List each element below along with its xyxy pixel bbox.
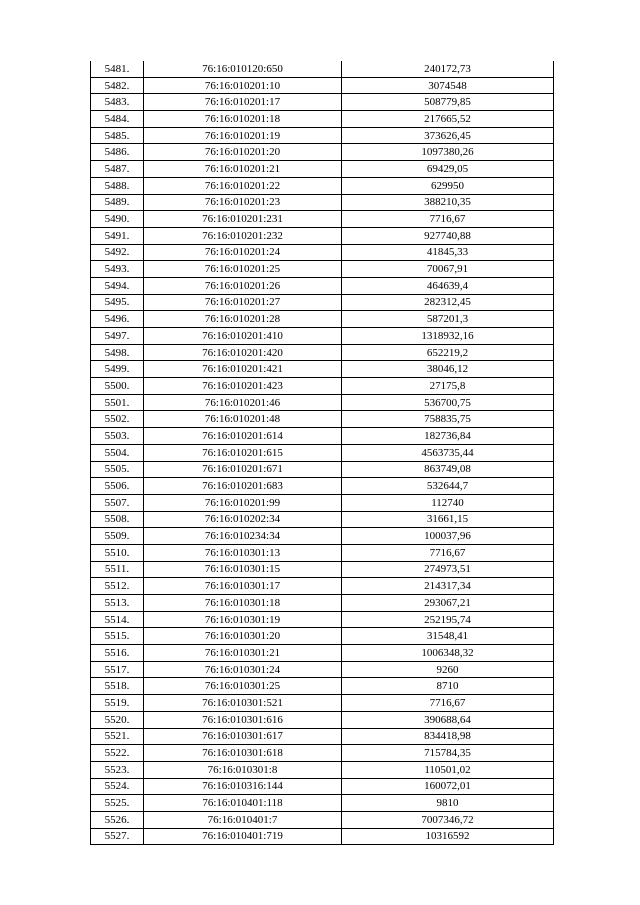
table-row xyxy=(91,478,554,495)
cadastral-number-cell: 76:16:010401:7 xyxy=(144,811,342,828)
cadastral-number-cell: 76:16:010201:683 xyxy=(144,478,342,495)
value-cell: 182736,84 xyxy=(342,428,554,445)
table-row xyxy=(91,428,554,445)
table-row xyxy=(91,361,554,378)
cadastral-number-cell: 76:16:010401:719 xyxy=(144,828,342,845)
table-row xyxy=(91,378,554,395)
cadastral-number-cell: 76:16:010301:616 xyxy=(144,711,342,728)
table-row xyxy=(91,828,554,845)
value-cell: 240172,73 xyxy=(342,61,554,77)
value-cell: 10316592 xyxy=(342,828,554,845)
row-number-cell: 5488. xyxy=(91,177,144,194)
value-cell: 293067,21 xyxy=(342,595,554,612)
value-cell: 31548,41 xyxy=(342,628,554,645)
table-row xyxy=(91,645,554,662)
table-row xyxy=(91,194,554,211)
table-body xyxy=(91,61,554,845)
value-cell: 70067,91 xyxy=(342,261,554,278)
table-row xyxy=(91,211,554,228)
value-cell: 390688,64 xyxy=(342,711,554,728)
cadastral-number-cell: 76:16:010201:25 xyxy=(144,261,342,278)
row-number-cell: 5484. xyxy=(91,111,144,128)
cadastral-number-cell: 76:16:010301:617 xyxy=(144,728,342,745)
cadastral-number-cell: 76:16:010201:22 xyxy=(144,177,342,194)
cadastral-number-cell: 76:16:010201:614 xyxy=(144,428,342,445)
row-number-cell: 5482. xyxy=(91,77,144,94)
value-cell: 31661,15 xyxy=(342,511,554,528)
value-cell: 652219,2 xyxy=(342,344,554,361)
row-number-cell: 5504. xyxy=(91,444,144,461)
cadastral-number-cell: 76:16:010201:615 xyxy=(144,444,342,461)
cadastral-number-cell: 76:16:010201:420 xyxy=(144,344,342,361)
table-row xyxy=(91,611,554,628)
value-cell: 7716,67 xyxy=(342,544,554,561)
row-number-cell: 5514. xyxy=(91,611,144,628)
table-row xyxy=(91,544,554,561)
cadastral-number-cell: 76:16:010201:20 xyxy=(144,144,342,161)
value-cell: 834418,98 xyxy=(342,728,554,745)
table-row xyxy=(91,494,554,511)
row-number-cell: 5499. xyxy=(91,361,144,378)
value-cell: 9810 xyxy=(342,795,554,812)
row-number-cell: 5495. xyxy=(91,294,144,311)
cadastral-number-cell: 76:16:010201:23 xyxy=(144,194,342,211)
row-number-cell: 5507. xyxy=(91,494,144,511)
table-row xyxy=(91,561,554,578)
row-number-cell: 5527. xyxy=(91,828,144,845)
row-number-cell: 5496. xyxy=(91,311,144,328)
row-number-cell: 5523. xyxy=(91,761,144,778)
cadastral-number-cell: 76:16:010301:8 xyxy=(144,761,342,778)
value-cell: 536700,75 xyxy=(342,394,554,411)
value-cell: 863749,08 xyxy=(342,461,554,478)
cadastral-number-cell: 76:16:010201:18 xyxy=(144,111,342,128)
row-number-cell: 5494. xyxy=(91,277,144,294)
row-number-cell: 5525. xyxy=(91,795,144,812)
value-cell: 7007346,72 xyxy=(342,811,554,828)
value-cell: 274973,51 xyxy=(342,561,554,578)
table-row xyxy=(91,261,554,278)
row-number-cell: 5492. xyxy=(91,244,144,261)
table-row xyxy=(91,778,554,795)
cadastral-number-cell: 76:16:010301:19 xyxy=(144,611,342,628)
cadastral-number-cell: 76:16:010201:19 xyxy=(144,127,342,144)
cadastral-number-cell: 76:16:010201:231 xyxy=(144,211,342,228)
table-row xyxy=(91,678,554,695)
table-row xyxy=(91,144,554,161)
cadastral-number-cell: 76:16:010201:26 xyxy=(144,277,342,294)
table-row xyxy=(91,277,554,294)
value-cell: 508779,85 xyxy=(342,94,554,111)
row-number-cell: 5497. xyxy=(91,328,144,345)
table-row xyxy=(91,177,554,194)
cadastral-number-cell: 76:16:010201:17 xyxy=(144,94,342,111)
row-number-cell: 5524. xyxy=(91,778,144,795)
row-number-cell: 5502. xyxy=(91,411,144,428)
table-row xyxy=(91,127,554,144)
value-cell: 715784,35 xyxy=(342,745,554,762)
table-row xyxy=(91,311,554,328)
cadastral-number-cell: 76:16:010202:34 xyxy=(144,511,342,528)
cadastral-number-cell: 76:16:010234:34 xyxy=(144,528,342,545)
cadastral-number-cell: 76:16:010301:17 xyxy=(144,578,342,595)
cadastral-number-cell: 76:16:010301:15 xyxy=(144,561,342,578)
table-row xyxy=(91,444,554,461)
value-cell: 160072,01 xyxy=(342,778,554,795)
value-cell: 927740,88 xyxy=(342,227,554,244)
value-cell: 214317,34 xyxy=(342,578,554,595)
table-row xyxy=(91,628,554,645)
value-cell: 464639,4 xyxy=(342,277,554,294)
table-row xyxy=(91,294,554,311)
table-row xyxy=(91,394,554,411)
cadastral-number-cell: 76:16:010316:144 xyxy=(144,778,342,795)
cadastral-number-cell: 76:16:010201:410 xyxy=(144,328,342,345)
row-number-cell: 5481. xyxy=(91,61,144,77)
row-number-cell: 5512. xyxy=(91,578,144,595)
cadastral-number-cell: 76:16:010301:521 xyxy=(144,695,342,712)
row-number-cell: 5501. xyxy=(91,394,144,411)
cadastral-number-cell: 76:16:010201:28 xyxy=(144,311,342,328)
row-number-cell: 5489. xyxy=(91,194,144,211)
table-row xyxy=(91,77,554,94)
cadastral-number-cell: 76:16:010201:421 xyxy=(144,361,342,378)
row-number-cell: 5490. xyxy=(91,211,144,228)
table-row xyxy=(91,328,554,345)
table-row xyxy=(91,578,554,595)
cadastral-number-cell: 76:16:010301:25 xyxy=(144,678,342,695)
row-number-cell: 5513. xyxy=(91,595,144,612)
table-row xyxy=(91,244,554,261)
cadastral-number-cell: 76:16:010301:21 xyxy=(144,645,342,662)
row-number-cell: 5485. xyxy=(91,127,144,144)
row-number-cell: 5519. xyxy=(91,695,144,712)
value-cell: 388210,35 xyxy=(342,194,554,211)
row-number-cell: 5522. xyxy=(91,745,144,762)
value-cell: 100037,96 xyxy=(342,528,554,545)
row-number-cell: 5509. xyxy=(91,528,144,545)
value-cell: 110501,02 xyxy=(342,761,554,778)
value-cell: 9260 xyxy=(342,661,554,678)
table-row xyxy=(91,528,554,545)
value-cell: 1006348,32 xyxy=(342,645,554,662)
table-row xyxy=(91,461,554,478)
cadastral-number-cell: 76:16:010201:27 xyxy=(144,294,342,311)
table-row xyxy=(91,595,554,612)
row-number-cell: 5520. xyxy=(91,711,144,728)
table-row xyxy=(91,761,554,778)
row-number-cell: 5515. xyxy=(91,628,144,645)
table-row xyxy=(91,695,554,712)
cadastral-number-cell: 76:16:010301:13 xyxy=(144,544,342,561)
row-number-cell: 5506. xyxy=(91,478,144,495)
cadastral-number-cell: 76:16:010201:423 xyxy=(144,378,342,395)
cadastral-number-cell: 76:16:010301:24 xyxy=(144,661,342,678)
table-row xyxy=(91,795,554,812)
cadastral-number-cell: 76:16:010201:232 xyxy=(144,227,342,244)
table-row xyxy=(91,61,554,77)
cadastral-number-cell: 76:16:010301:618 xyxy=(144,745,342,762)
table-row xyxy=(91,511,554,528)
value-cell: 217665,52 xyxy=(342,111,554,128)
cadastral-number-cell: 76:16:010120:650 xyxy=(144,61,342,77)
row-number-cell: 5517. xyxy=(91,661,144,678)
value-cell: 373626,45 xyxy=(342,127,554,144)
table-row xyxy=(91,711,554,728)
row-number-cell: 5510. xyxy=(91,544,144,561)
cadastral-number-cell: 76:16:010201:48 xyxy=(144,411,342,428)
row-number-cell: 5486. xyxy=(91,144,144,161)
table-row xyxy=(91,227,554,244)
value-cell: 41845,33 xyxy=(342,244,554,261)
value-cell: 7716,67 xyxy=(342,695,554,712)
cadastral-number-cell: 76:16:010301:18 xyxy=(144,595,342,612)
value-cell: 8710 xyxy=(342,678,554,695)
table-row xyxy=(91,728,554,745)
table-row xyxy=(91,111,554,128)
value-cell: 4563735,44 xyxy=(342,444,554,461)
value-cell: 3074548 xyxy=(342,77,554,94)
table-row xyxy=(91,411,554,428)
row-number-cell: 5511. xyxy=(91,561,144,578)
row-number-cell: 5498. xyxy=(91,344,144,361)
row-number-cell: 5491. xyxy=(91,227,144,244)
cadastral-number-cell: 76:16:010201:99 xyxy=(144,494,342,511)
cadastral-number-cell: 76:16:010401:118 xyxy=(144,795,342,812)
value-cell: 7716,67 xyxy=(342,211,554,228)
cadastral-number-cell: 76:16:010201:21 xyxy=(144,161,342,178)
row-number-cell: 5500. xyxy=(91,378,144,395)
row-number-cell: 5508. xyxy=(91,511,144,528)
row-number-cell: 5505. xyxy=(91,461,144,478)
row-number-cell: 5487. xyxy=(91,161,144,178)
row-number-cell: 5526. xyxy=(91,811,144,828)
value-cell: 27175,8 xyxy=(342,378,554,395)
cadastral-number-cell: 76:16:010201:46 xyxy=(144,394,342,411)
value-cell: 69429,05 xyxy=(342,161,554,178)
value-cell: 532644,7 xyxy=(342,478,554,495)
row-number-cell: 5483. xyxy=(91,94,144,111)
value-cell: 38046,12 xyxy=(342,361,554,378)
row-number-cell: 5503. xyxy=(91,428,144,445)
row-number-cell: 5516. xyxy=(91,645,144,662)
table-row xyxy=(91,661,554,678)
value-cell: 1318932,16 xyxy=(342,328,554,345)
table-row xyxy=(91,161,554,178)
row-number-cell: 5518. xyxy=(91,678,144,695)
table-row xyxy=(91,344,554,361)
value-cell: 758835,75 xyxy=(342,411,554,428)
value-cell: 282312,45 xyxy=(342,294,554,311)
table-row xyxy=(91,745,554,762)
value-cell: 112740 xyxy=(342,494,554,511)
cadastral-number-cell: 76:16:010301:20 xyxy=(144,628,342,645)
cadastral-number-cell: 76:16:010201:24 xyxy=(144,244,342,261)
cadastral-value-table xyxy=(90,61,554,845)
table-row xyxy=(91,94,554,111)
cadastral-number-cell: 76:16:010201:10 xyxy=(144,77,342,94)
cadastral-number-cell: 76:16:010201:671 xyxy=(144,461,342,478)
row-number-cell: 5521. xyxy=(91,728,144,745)
value-cell: 629950 xyxy=(342,177,554,194)
table-row xyxy=(91,811,554,828)
value-cell: 252195,74 xyxy=(342,611,554,628)
value-cell: 587201,3 xyxy=(342,311,554,328)
row-number-cell: 5493. xyxy=(91,261,144,278)
value-cell: 1097380,26 xyxy=(342,144,554,161)
